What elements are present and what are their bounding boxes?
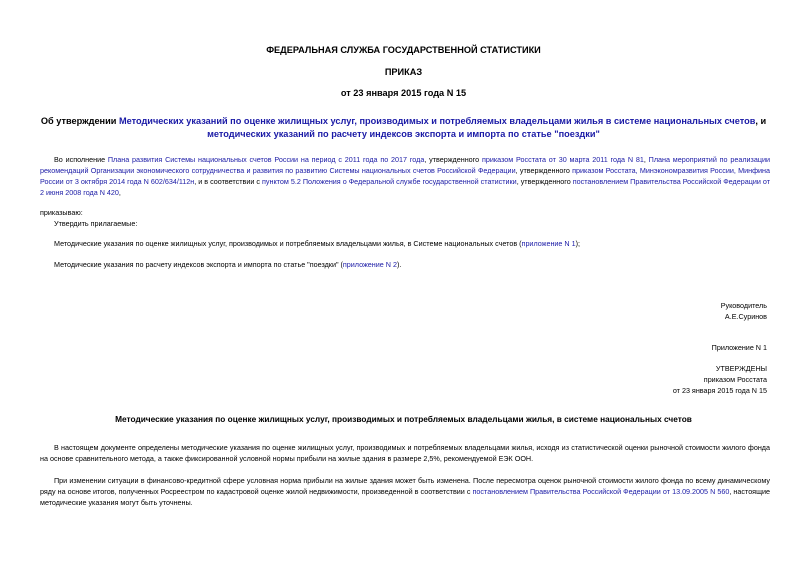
approve-line: Утвердить прилагаемые: [54,219,138,228]
appendix-p2-text: При изменении ситуации в финансово-кредитной сфере условная норма прибыли на жилые здания может быть изменена. После пересмотра оценок рыночной стоимости жилого фонда по всему динамическому ряду на основе итогов, полученных Росреестром по кадастровой оценке жилой недвижимости, произведенной в соответствии с [40,476,770,496]
appendix-label: Приложение N 1 [711,343,767,352]
link-clause-5-2[interactable]: пунктом 5.2 Положения о Федеральной службе государственной статистики [261,177,517,186]
doc-type: ПРИКАЗ [384,67,423,77]
title-link-trips-methodology[interactable]: методических указаний по расчету индексов экспорта и импорта по статье "поездки" [207,129,600,139]
link-appendix-2[interactable]: приложение N 2 [342,260,397,269]
order-item-2 [54,259,401,270]
document-title [40,115,767,141]
link-order-602[interactable]: приказом Росстата, Минэкономразвития России, Минфина России от 3 октября 2014 года N 602/634/112н [40,166,771,186]
preamble-text-3: , [643,155,649,164]
order-item-1 [54,238,580,249]
preamble-text-4: , утвержденного [515,166,573,175]
agency-name: ФЕДЕРАЛЬНАЯ СЛУЖБА ГОСУДАРСТВЕННОЙ СТАТИСТИКИ [266,45,541,55]
title-prefix: Об утверждении [40,116,119,126]
order-item-2-text: Методические указания по расчету индексов экспорта и импорта по статье "поездки" ( [54,260,343,269]
title-link-housing-methodology[interactable]: Методических указаний по оценке жилищных услуг, производимых и потребляемых владельцами жилья в системе национальных счетов [118,116,756,126]
prikazyvayu: приказываю: [40,208,83,217]
preamble-text-1: Во исполнение [54,155,108,164]
signature-position: Руководитель [720,301,767,310]
preamble-text-5: , и в соответствии с [194,177,262,186]
appendix-title: Методические указания по оценке жилищных услуг, производимых и потребляемых владельцами жилья, в системе национальных счетов [115,414,692,424]
preamble-text-6: , утвержденного [516,177,573,186]
link-order-81[interactable]: приказом Росстата от 30 марта 2011 года N 81 [481,155,644,164]
appendix-paragraph-2 [40,475,770,508]
link-resolution-420[interactable]: постановлением Правительства Российской Федерации от 2 июня 2008 года N 420 [40,177,770,197]
order-item-2-end: ). [396,260,402,269]
doc-date-number: от 23 января 2015 года N 15 [340,88,467,98]
appendix-approved: УТВЕРЖДЕНЫ [715,364,767,373]
appendix-order-date: от 23 января 2015 года N 15 [672,386,767,395]
signature-name: А.Е.Суринов [724,312,767,321]
preamble-paragraph [40,154,770,198]
link-resolution-560[interactable]: постановлением Правительства Российской Федерации от 13.09.2005 N 560 [472,487,730,496]
appendix-by-order: приказом Росстата [703,375,767,384]
link-snc-plan[interactable]: Плана развития Системы национальных счетов России на период с 2011 года по 2017 года [107,155,425,164]
title-mid: , и [755,116,767,126]
appendix-paragraph-1: В настоящем документе определены методические указания по оценке жилищных услуг, производимых и потребляемых владельцами жилья, исходя из статистической оценки рыночной стоимости жилого фонда на основе сравнительного метода, а также фиксированной условной нормы прибыли на жилые здания в размере 2,5%, рекомендуемой ЕЭК ООН. [40,443,770,463]
order-item-1-text: Методические указания по оценке жилищных услуг, производимых и потребляемых владельцами жилья, в Системе национальных счетов ( [54,239,522,248]
preamble-text-2: , утвержденного [424,155,482,164]
link-oecd-plan[interactable]: Плана мероприятий по реализации рекомендаций Организации экономического сотрудничества и развития по развитию Системы национальных счетов Российской Федерации [40,155,770,175]
preamble-text-7: , [118,188,121,197]
appendix-p2-end: , настоящие методические указания могут быть уточнены. [40,487,771,507]
link-appendix-1[interactable]: приложение N 1 [521,239,576,248]
order-item-1-end: ); [575,239,581,248]
